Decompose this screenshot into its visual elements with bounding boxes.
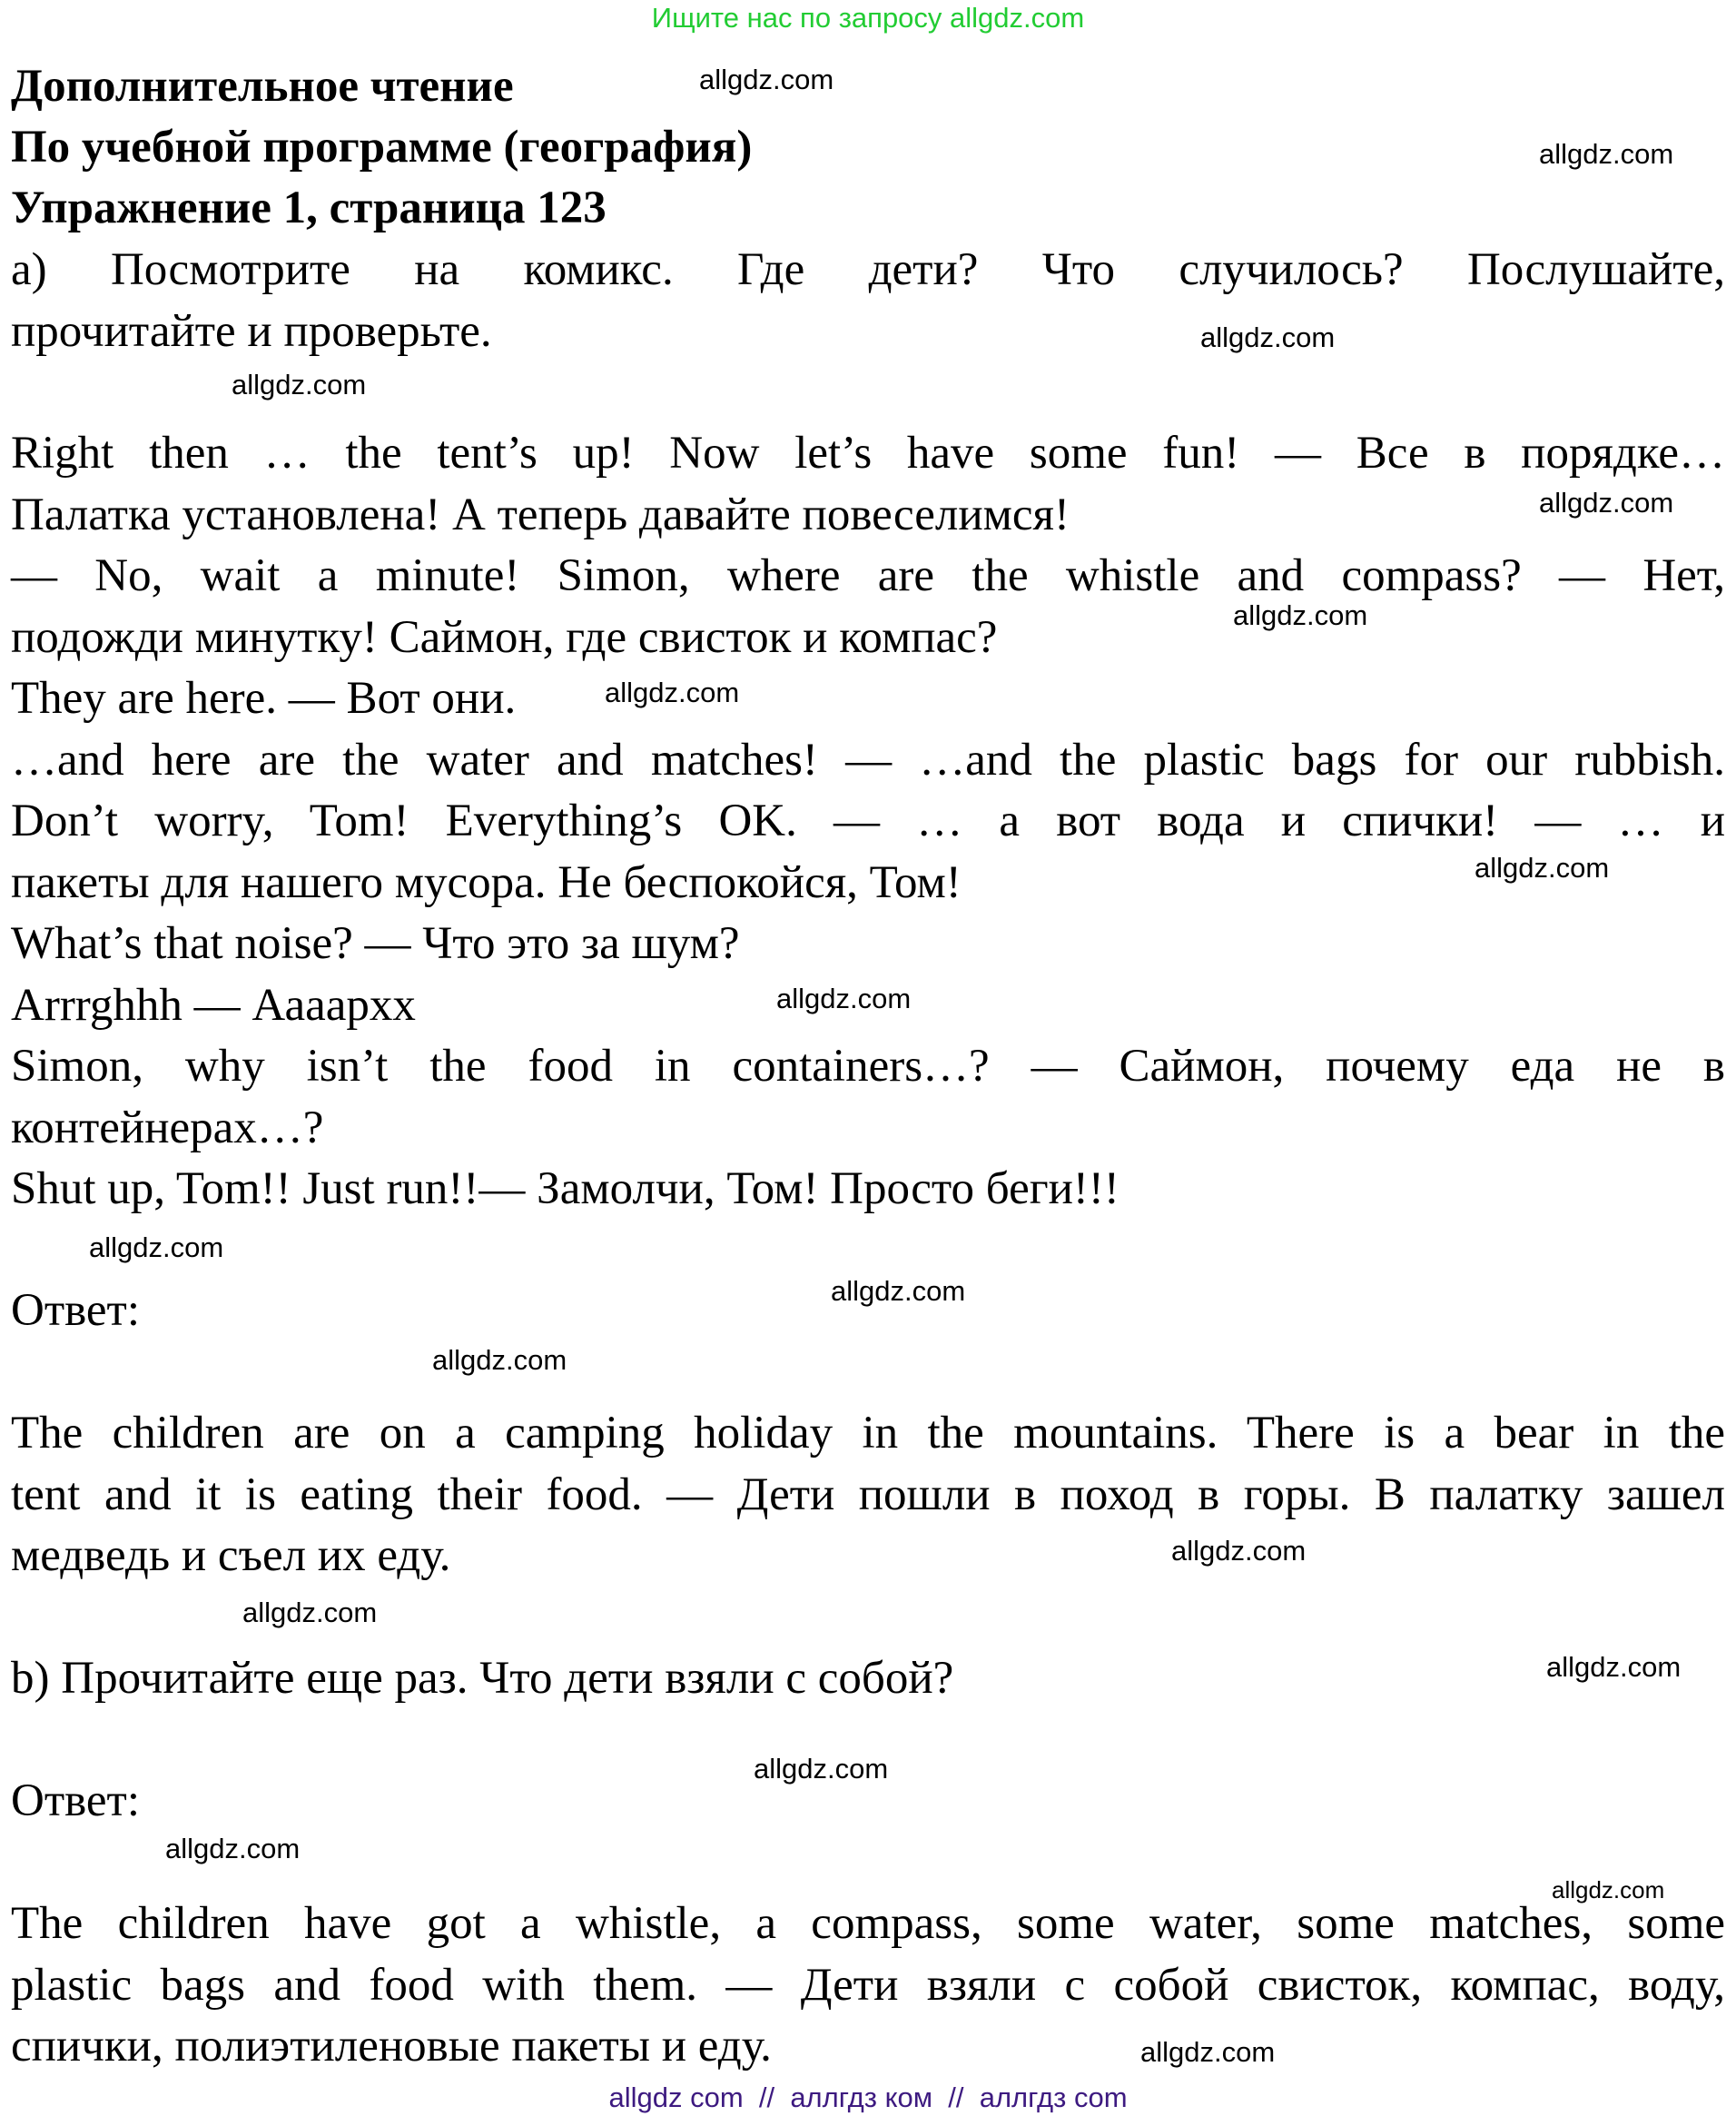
answer-b [11,1894,1725,2078]
watermark: allgdz.com [1552,1876,1665,1903]
site-banner-bottom: allgdz com // аллгдз ком // аллгдз com [608,2081,1128,2113]
answer-b-line: The children have got a whistle, a compass, some water, some matches, some [11,1898,1725,1949]
watermark: allgdz.com [1171,1535,1307,1567]
watermark: allgdz.com [232,369,367,400]
document-headings [11,56,1725,239]
heading-additional-reading: Дополнительное чтение [11,61,514,112]
watermark: allgdz.com [432,1344,567,1376]
answer-a-line: медведь и съел их еду. [11,1530,451,1581]
task-b-instruction: b) Прочитайте еще раз. Что дети взяли с собой? [11,1653,954,1704]
dialogue-line: They are here. — Вот они. [11,673,517,724]
watermark: allgdz.com [89,1231,224,1263]
comic-dialogue [11,423,1725,1221]
watermark: allgdz.com [165,1833,301,1864]
dialogue-line: — No, wait a minute! Simon, where are the whistle and compass? — Нет, [11,550,1725,601]
heading-curriculum: По учебной программе (география) [11,122,753,173]
answer-a-line: tent and it is eating their food. — Дети пошли в поход в горы. В палатку зашел [11,1468,1725,1520]
watermark: allgdz.com [242,1597,378,1628]
watermark: allgdz.com [1140,2036,1276,2068]
answer-a-line: The children are on a camping holiday in the mountains. There is a bear in the [11,1408,1725,1458]
watermark: allgdz.com [1539,487,1674,519]
task-a-instruction [11,240,1725,362]
watermark: allgdz.com [776,983,912,1014]
watermark: allgdz.com [1200,321,1336,353]
answer-label-b: Ответ: [11,1775,140,1826]
answer-b-line: plastic bags and food with them. — Дети взяли с собой свисток, компас, воду, [11,1959,1725,2011]
dialogue-line: Arrrghhh — Аааархх [11,979,416,1031]
dialogue-line: пакеты для нашего мусора. Не беспокойся, Том! [11,856,962,908]
watermark: allgdz.com [605,677,740,708]
answer-b-line: спички, полиэтиленовые пакеты и еду. [11,2021,772,2072]
dialogue-line: …and here are the water and matches! — …and the plastic bags for our rubbish. [11,734,1725,786]
watermark: allgdz.com [1546,1651,1682,1683]
watermark: allgdz.com [699,64,834,95]
answer-label-a: Ответ: [11,1285,140,1336]
dialogue-line: Right then … the tent’s up! Now let’s have some fun! — Все в порядке… [11,428,1725,479]
site-banner-top: Ищите нас по запросу allgdz.com [651,2,1085,34]
watermark: allgdz.com [1539,138,1674,170]
dialogue-line: контейнерах…? [11,1102,324,1153]
watermark: allgdz.com [754,1753,889,1785]
task-a-line: прочитайте и проверьте. [11,305,492,357]
heading-exercise: Упражнение 1, страница 123 [11,183,607,233]
task-a-line: а) Посмотрите на комикс. Где дети? Что случилось? Послушайте, [11,244,1725,295]
watermark: allgdz.com [1475,852,1610,884]
dialogue-line: подожди минутку! Саймон, где свисток и компас? [11,611,998,663]
watermark: allgdz.com [831,1275,966,1307]
answer-a [11,1403,1725,1587]
dialogue-line: Shut up, Tom!! Just run!!— Замолчи, Том! Просто беги!!! [11,1163,1120,1214]
watermark: allgdz.com [1233,599,1368,631]
dialogue-line: Simon, why isn’t the food in containers…? — Саймон, почему еда не в [11,1041,1725,1092]
dialogue-line: Палатка установлена! А теперь давайте повеселимся! [11,489,1070,540]
dialogue-line: Don’t worry, Tom! Everything’s OK. — … а вот вода и спички! — … и [11,796,1725,846]
dialogue-line: What’s that noise? — Что это за шум? [11,918,740,969]
